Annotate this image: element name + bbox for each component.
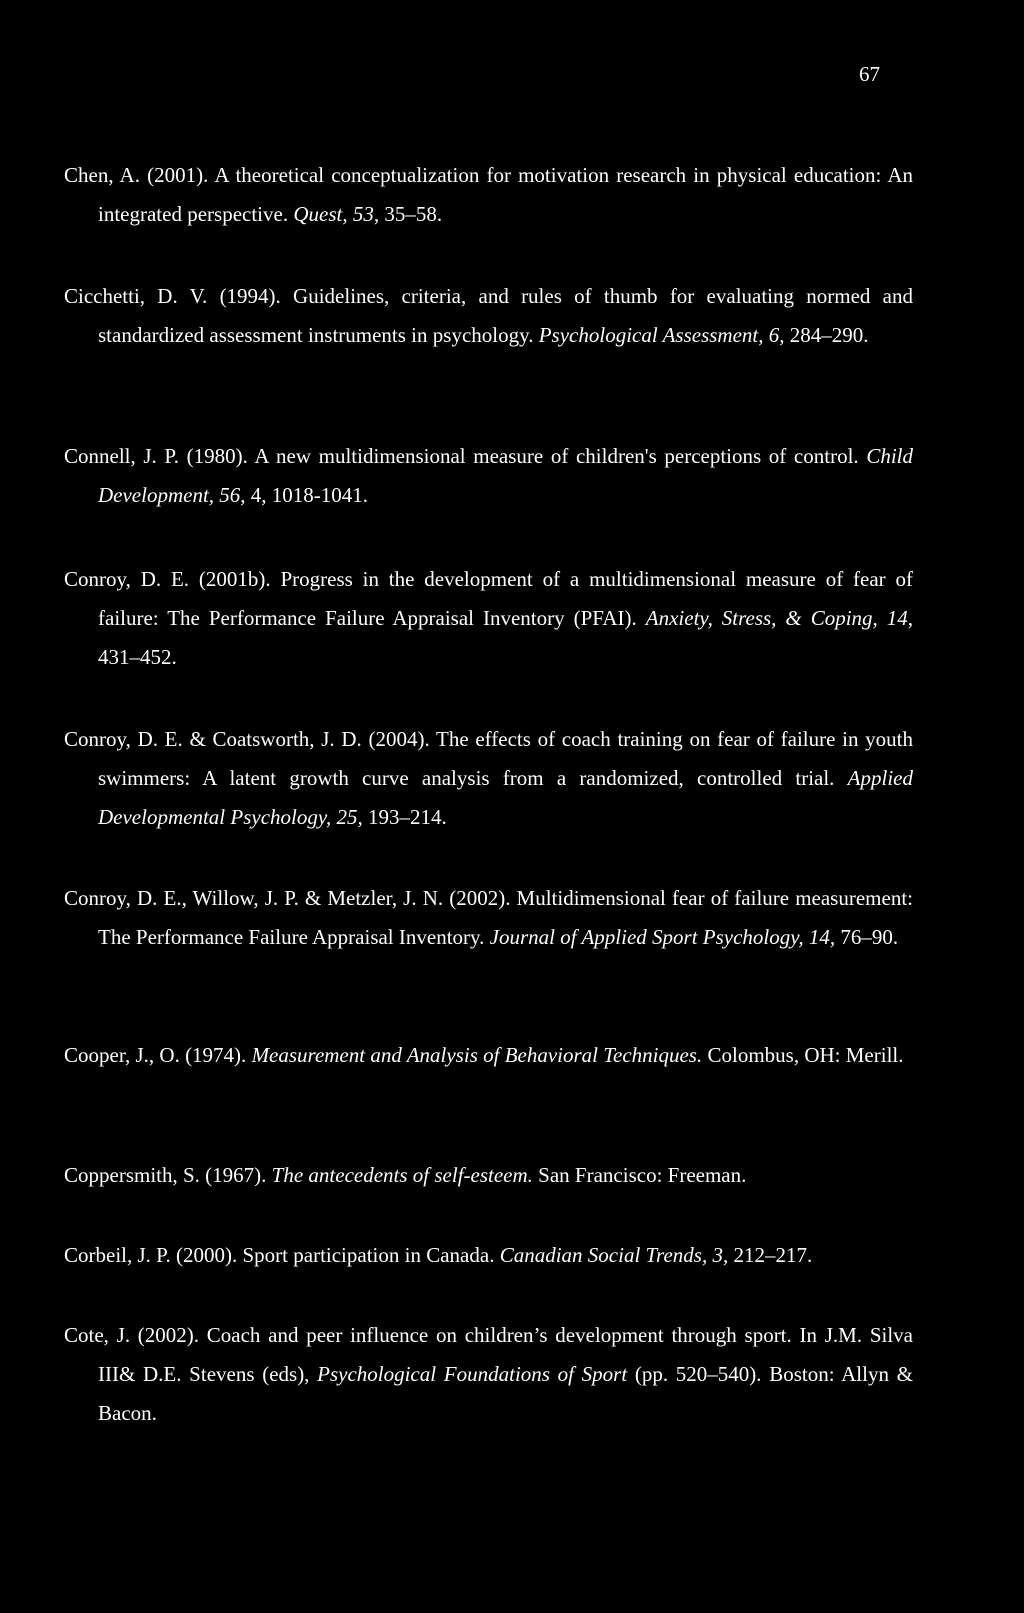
reference-source-title: Journal of Applied Sport Psychology, 14, xyxy=(489,925,836,949)
reference-entry xyxy=(64,879,913,957)
reference-pages: 193–214. xyxy=(362,805,447,829)
reference-source-title: Quest, 53, xyxy=(293,202,380,226)
reference-text: Cote, J. (2002). Coach and peer influence on children’s development through sport. In J.M. Silva III& D.E. Stevens (eds), xyxy=(64,1323,913,1386)
reference-entry xyxy=(64,720,913,837)
reference-text: Conroy, D. E., Willow, J. P. & Metzler, J. N. (2002). Multidimensional fear of failure measurement: The Performance Failure Appraisal Inventory. xyxy=(64,886,913,949)
reference-source-title: Psychological Assessment, 6, xyxy=(538,323,785,347)
reference-entry xyxy=(64,277,913,355)
reference-text: Corbeil, J. P. (2000). Sport participation in Canada. xyxy=(64,1243,500,1267)
reference-text: Conroy, D. E. & Coatsworth, J. D. (2004). The effects of coach training on fear of failure in youth swimmers: A latent growth curve analysis from a randomized, controlled trial. xyxy=(64,727,913,790)
reference-pages: San Francisco: Freeman. xyxy=(532,1163,747,1187)
reference-pages: 212–217. xyxy=(728,1243,813,1267)
reference-pages: (pp. 520–540). Boston: Allyn & Bacon. xyxy=(98,1362,913,1425)
reference-pages: Colombus, OH: Merill. xyxy=(702,1043,904,1067)
reference-text: Chen, A. (2001). A theoretical conceptualization for motivation research in physical education: An integrated perspective. xyxy=(64,163,913,226)
reference-pages: 4, 1018-1041. xyxy=(245,483,369,507)
reference-text: Cicchetti, D. V. (1994). Guidelines, criteria, and rules of thumb for evaluating normed and standardized assessment instruments in psychology. xyxy=(64,284,913,347)
reference-text: Connell, J. P. (1980). A new multidimensional measure of children's perceptions of control. xyxy=(64,444,867,468)
reference-entry xyxy=(64,1036,913,1075)
reference-source-title: Applied Developmental Psychology, 25, xyxy=(98,766,913,829)
reference-text: Conroy, D. E. (2001b). Progress in the development of a multidimensional measure of fear of failure: The Performance Failure Appraisal Inventory (PFAI). xyxy=(64,567,913,630)
reference-text: Coppersmith, S. (1967). xyxy=(64,1163,272,1187)
reference-source-title: Canadian Social Trends, 3, xyxy=(499,1243,729,1267)
reference-entry xyxy=(64,1236,913,1275)
reference-entry xyxy=(64,560,913,677)
reference-source-title: The antecedents of self-esteem. xyxy=(271,1163,533,1187)
reference-pages: 431–452. xyxy=(98,645,177,669)
reference-entry xyxy=(64,437,913,515)
reference-entry xyxy=(64,1316,913,1433)
reference-pages: 76–90. xyxy=(835,925,899,949)
reference-text: Cooper, J., O. (1974). xyxy=(64,1043,252,1067)
reference-source-title: Psychological Foundations of Sport xyxy=(317,1362,628,1386)
reference-source-title: Measurement and Analysis of Behavioral Techniques. xyxy=(251,1043,703,1067)
page-number: 67 xyxy=(859,62,880,86)
reference-entry xyxy=(64,156,913,234)
reference-source-title: Anxiety, Stress, & Coping, 14, xyxy=(645,606,914,630)
reference-entry xyxy=(64,1156,913,1195)
reference-pages: 35–58. xyxy=(379,202,443,226)
reference-source-title: Child Development, 56, xyxy=(98,444,913,507)
reference-pages: 284–290. xyxy=(784,323,869,347)
